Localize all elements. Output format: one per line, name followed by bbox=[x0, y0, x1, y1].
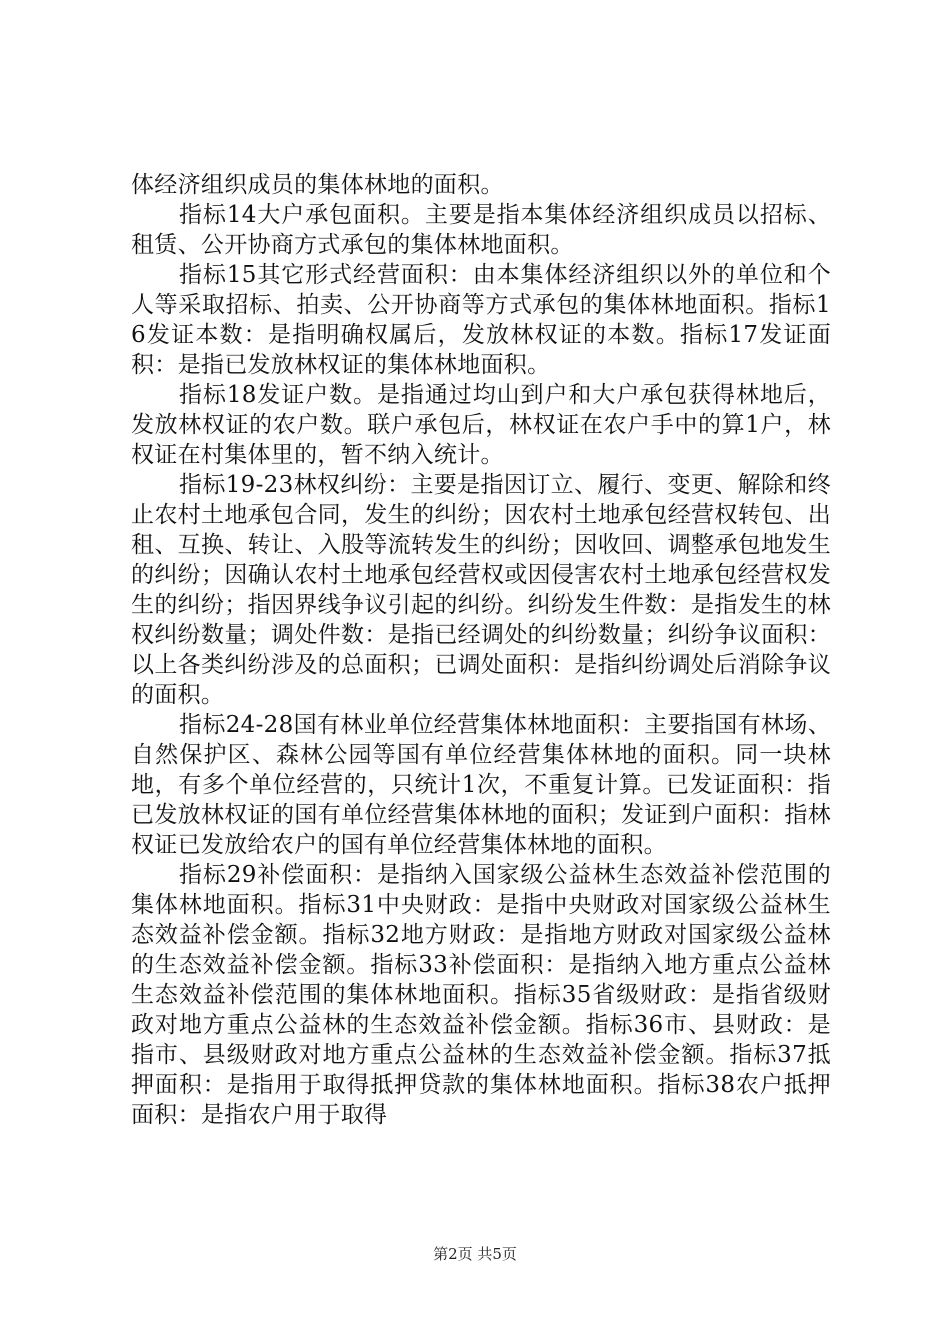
paragraph-indicator-29-38: 指标29补偿面积：是指纳入国家级公益林生态效益补偿范围的集体林地面积。指标31中央财政：是指中央财政对国家级公益林生态效益补偿金额。指标32地方财政：是指地方财政对国家级公益林的生态效益补偿金额。指标33补偿面积：是指纳入地方重点公益林生态效益补偿范围的集体林地面积。指标35省级财政：是指省级财政对地方重点公益林的生态效益补偿金额。指标36市、县财政：是指市、县级财政对地方重点公益林的生态效益补偿金额。指标37抵押面积：是指用于取得抵押贷款的集体林地面积。指标38农户抵押面积：是指农户用于取得 bbox=[131, 862, 831, 1128]
page-number-footer: 第2页 共5页 bbox=[433, 1245, 517, 1263]
paragraph-indicator-18: 指标18发证户数。是指通过均山到户和大户承包获得林地后，发放林权证的农户数。联户承包后，林权证在农户手中的算1户，林权证在村集体里的，暂不纳入统计。 bbox=[131, 382, 831, 468]
paragraph-indicator-24-28: 指标24-28国有林业单位经营集体林地面积：主要指国有林场、自然保护区、森林公园等国有单位经营集体林地的面积。同一块林地，有多个单位经营的，只统计1次，不重复计算。已发证面积：指已发放林权证的国有单位经营集体林地的面积；发证到户面积：指林权证已发放给农户的国有单位经营集体林地的面积。 bbox=[131, 712, 831, 858]
paragraph-indicator-14: 指标14大户承包面积。主要是指本集体经济组织成员以招标、租赁、公开协商方式承包的集体林地面积。 bbox=[131, 202, 831, 258]
paragraph-indicator-19-23: 指标19-23林权纠纷：主要是指因订立、履行、变更、解除和终止农村土地承包合同，发生的纠纷；因农村土地承包经营权转包、出租、互换、转让、入股等流转发生的纠纷；因收回、调整承包地发生的纠纷；因确认农村土地承包经营权或因侵害农村土地承包经营权发生的纠纷；指因界线争议引起的纠纷。纠纷发生件数：是指发生的林权纠纷数量；调处件数：是指已经调处的纠纷数量；纠纷争议面积：以上各类纠纷涉及的总面积；已调处面积：是指纠纷调处后消除争议的面积。 bbox=[131, 472, 831, 708]
paragraph-indicator-15-17: 指标15其它形式经营面积：由本集体经济组织以外的单位和个人等采取招标、拍卖、公开协商等方式承包的集体林地面积。指标16发证本数：是指明确权属后，发放林权证的本数。指标17发证面积：是指已发放林权证的集体林地面积。 bbox=[131, 262, 831, 378]
document-body bbox=[131, 170, 831, 1130]
paragraph-continuation: 体经济组织成员的集体林地的面积。 bbox=[131, 172, 504, 198]
